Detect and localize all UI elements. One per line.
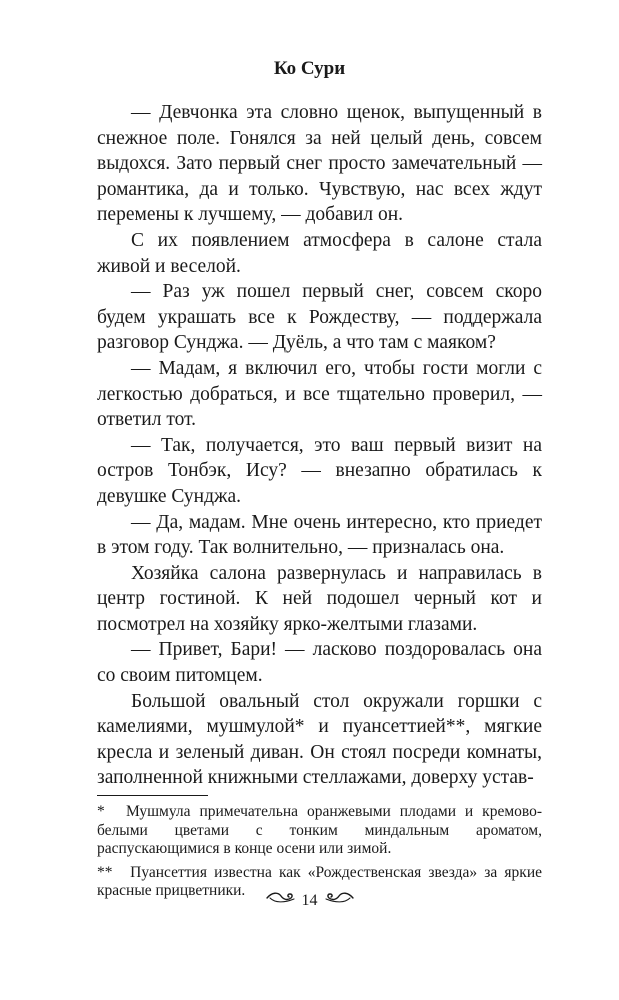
paragraph: Большой овальный стол окружали горшки с камелиями, мушмулой* и пуансеттией**, мягкие кресла и зеленый диван. Он стоял посреди комнаты, заполненной книжными стеллажами, доверху устав- <box>97 690 542 789</box>
footnote-mark: ** <box>97 863 113 881</box>
paragraph: — Раз уж пошел первый снег, совсем скоро будем украшать все к Рождеству, — поддержала разговор Сунджа. — Дуёль, а что там с маяком? <box>97 281 542 354</box>
page-folio <box>0 891 619 911</box>
footnote-text: Мушмула примечательна оранжевыми плодами и кремово-белыми цветами с тонким миндальным ароматом, распускающимися в конце осени или зимой. <box>97 803 543 858</box>
footnote <box>97 803 542 859</box>
page-number: 14 <box>301 892 318 910</box>
paragraph: — Девчонка эта словно щенок, выпущенный в снежное поле. Гонялся за ней целый день, совсем выдохся. Зато первый снег просто замечательный — романтика, да и только. Чувствую, нас всех ждут перемены к лучшему, — добавил он. <box>97 102 542 226</box>
paragraph: — Да, мадам. Мне очень интересно, кто приедет в этом году. Так волнительно, — призналась она. <box>97 511 542 559</box>
flourish-ornament-icon <box>324 891 354 911</box>
paragraph: — Так, получается, это ваш первый визит на остров Тонбэк, Ису? — внезапно обратилась к девушке Сунджа. <box>97 434 542 507</box>
paragraph: Хозяйка салона развернулась и направилась в центр гостиной. К ней подошел черный кот и посмотрел на хозяйку ярко-желтыми глазами. <box>97 562 542 635</box>
paragraph: — Мадам, я включил его, чтобы гости могли с легкостью добраться, и все тщательно проверил, — ответил тот. <box>97 357 542 431</box>
paragraph: — Привет, Бари! — ласково поздоровалась она со своим питомцем. <box>97 639 542 687</box>
running-head: Ко Сури <box>273 58 346 79</box>
paragraph: С их появлением атмосфера в салоне стала живой и веселой. <box>97 229 542 277</box>
footnote-text: Пуансеттия известна как «Рождественская звезда» за яркие красные прицветники. <box>97 863 543 900</box>
footnote-separator <box>97 795 208 796</box>
flourish-ornament-icon <box>266 891 296 911</box>
body-text <box>97 100 542 791</box>
footnote-mark: * <box>97 803 105 820</box>
